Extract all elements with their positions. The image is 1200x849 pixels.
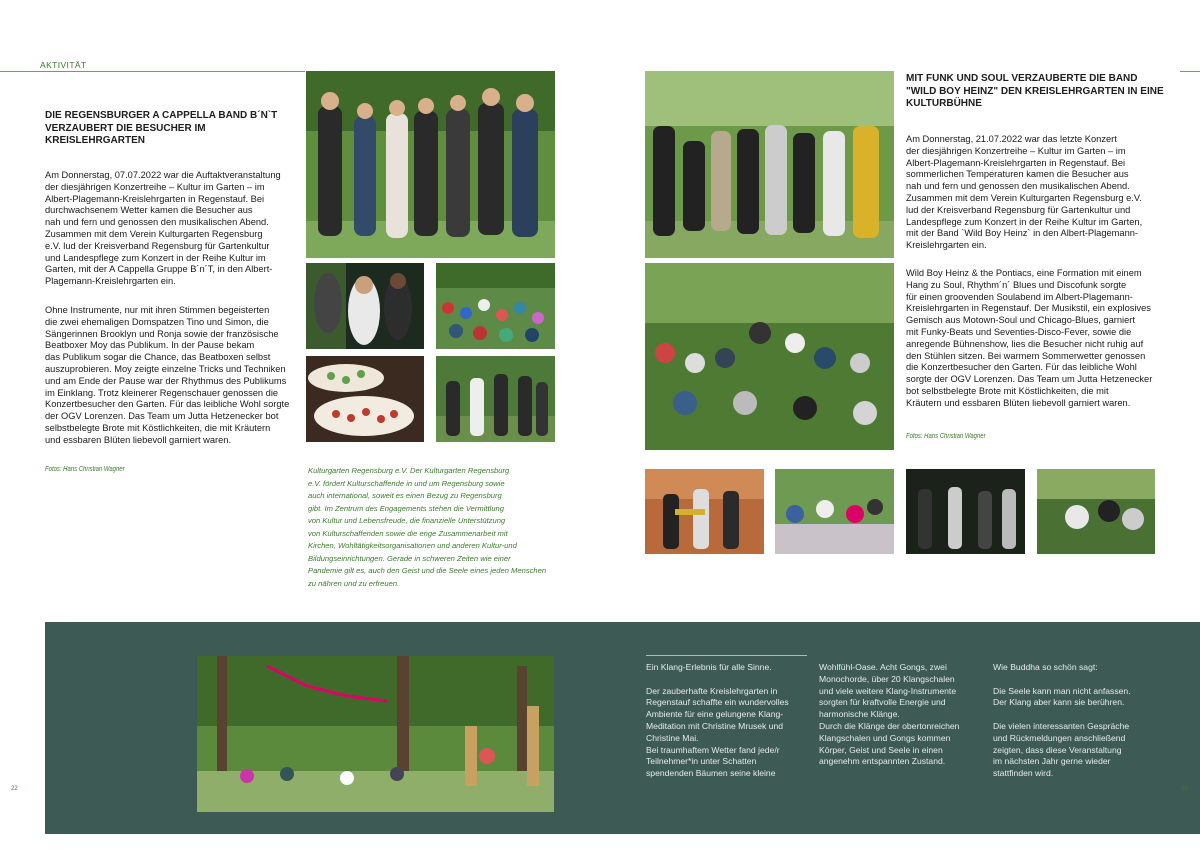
panel-rule [646, 655, 807, 656]
photo-singers [306, 263, 424, 349]
photo-band-stage [436, 356, 555, 442]
klang-column-1: Ein Klang-Erlebnis für alle Sinne. Der zauberhafte Kreislehrgarten in Regenstauf schaffte ein wundervolles Ambiente für eine gelungene Klang- Meditation mit Christine Mrusek und Christine Mai. Bei traumhaftem Wetter fand jede/r Teilnehmer*in unter Schatten spendenden Bäumen seine kleine [646, 662, 789, 779]
photo-garden-audience [645, 263, 894, 450]
photo-brass-section [645, 469, 764, 554]
section-label: AKTIVITÄT [40, 60, 87, 70]
header-rule-left [0, 71, 305, 72]
right-article-paragraph-2: Wild Boy Heinz & the Pontiacs, eine Formation mit einem Hang zu Soul, Rhythm´n´ Blues und Discofunk sorgte für einen groovenden Soulabend im Albert-Plagemann- Kreislehrgarten in Regenstauf. Der Musikstil, ein explosives Gemisch aus Motown-Soul und Chicago-Blues, garniert mit Funky-Beats und Seventies-Disco-Fever, sowie die anregende Bühnenshow, lies die Besucher nicht ruhig auf den Stühlen sitzen. Bei warmem Sommerwetter genossen die Konzertbesucher den Garten. Für das leibliche Wohl sorgte der OGV Lorenzen. Das Team um Jutta Hetzenecker bot selbstbelegte Brote mit Köstlichkeiten, die mit Kräutern und essbaren Blüten liebevoll garniert waren. [906, 268, 1153, 408]
left-article-paragraph-1: Am Donnerstag, 07.07.2022 war die Auftaktveranstaltung der diesjährigen Konzertreihe – Kultur im Garten – im Albert-Plagemann-Kreislehrgarten in Regenstauf. Bei durchwachsenem Wetter kamen die Besucher aus nah und fern und genossen den musikalischen Abend. Zusammen mit dem Verein Kulturgarten Regensburg e.V. lud der Kreisverband Regensburg für Gartenkultur und Landespflege zum Konzert in der Reihe Kultur im Garten, mit der A Cappella Gruppe B´n´T, in den Albert- Plagemann-Kreislehrgarten ein. [45, 170, 281, 287]
page-number-left: 22 [11, 786, 18, 792]
photo-funk-band-group [645, 71, 894, 258]
klang-column-3: Wie Buddha so schön sagt: Die Seele kann man nicht anfassen. Der Klang aber kann sie berühren. Die vielen interessanten Gespräche und Rückmeldungen anschließend zeigten, dass diese Veranstaltung im nächsten Jahr gerne wieder stattfinden wird. [993, 662, 1131, 779]
photo-singers-night [906, 469, 1025, 554]
left-article-paragraph-2: Ohne Instrumente, nur mit ihren Stimmen begeisterten die zwei ehemaligen Domspatzen Tino und Simon, die Sängerinnen Brooklyn und Ronja sowie der französische Beatboxer Moy das Publikum. In der Pause bekam das Publikum sogar die Chance, das Beatboxen selbst auszuprobieren. Moy zeigte einzelne Tricks und Techniken und am Ende der Pause war der Rhythmus des Publikums im Einklang. Trotz kleinerer Regenschauer genossen die Konzertbesucher den Garten. Für das leibliche Wohl sorgte der OGV Lorenzen. Das Team um Jutta Hetzenecker bot selbstbelegte Brote mit Köstlichkeiten, die mit Kräutern und essbaren Blüten liebevoll garniert waren. [45, 305, 290, 445]
kulturgarten-caption: Kulturgarten Regensburg e.V. Der Kulturgarten Regensburg e.V. fördert Kulturschaffende in und um Regensburg sowie auch international, soweit es einen Bezug zu Regensburg gibt. Im Zentrum des Engagements stehen die Vermittlung von Kultur und Lebensfreude, die finanzielle Unterstützung von Kulturschaffenden sowie die enge Zusammenarbeit mit Kirchen, Wohltätigkeitsorganisationen und anderen Kultur-und Bildungseinrichtungen. Gerade in schweren Zeiten wie einer Pandemie gilt es, auch den Geist und die Seele eines jeden Menschen zu nähren und zu erfreuen. [308, 466, 547, 588]
photo-audience [436, 263, 555, 349]
header-rule-right [1180, 71, 1200, 72]
photo-guests-table [1037, 469, 1155, 554]
right-photo-credit: Fotos: Hans Christian Wagner [906, 433, 986, 440]
klang-column-2: Wohlfühl-Oase. Acht Gongs, zwei Monochorde, über 20 Klangschalen und viele weitere Klang-Instrumente sorgten für kraftvolle Energie und harmonische Klänge. Durch die Klänge der obertonreichen Klangschalen und Gongs kommen Körper, Geist und Seele in einen angenehm entspannten Zustand. [819, 662, 960, 767]
photo-food-platter [306, 356, 424, 442]
right-article-title: MIT FUNK UND SOUL VERZAUBERTE DIE BAND "WILD BOY HEINZ" DEN KREISLEHRGARTEN IN EINE KULTURBÜHNE [906, 73, 1164, 109]
right-article-paragraph-1: Am Donnerstag, 21.07.2022 war das letzte Konzert der diesjährigen Konzertreihe – Kultur im Garten – im Albert-Plagemann-Kreislehrgarten in Regenstauf. Bei sommerlichen Temperaturen kamen die Besucher aus nah und fern und genossen den musikalischen Abend. Zusammen mit dem Verein Kulturgarten Regensburg e.V. lud der Kreisverband Regensburg für Gartenkultur und Landespflege zum Konzert in der Reihe Kultur im Garten, mit der Band `Wild Boy Heinz` in den Albert-Plagemann- Kreislehrgarten ein. [906, 134, 1143, 251]
photo-picnic-guests [775, 469, 894, 554]
left-photo-credit: Fotos: Hans Christian Wagner [45, 466, 125, 473]
photo-klang-meditation [197, 656, 554, 812]
left-article-title: DIE REGENSBURGER A CAPPELLA BAND B´N`T VERZAUBERT DIE BESUCHER IM KREISLEHRGARTEN [45, 110, 278, 146]
page-number-right: 23 [1181, 786, 1188, 792]
photo-band-group [306, 71, 555, 258]
